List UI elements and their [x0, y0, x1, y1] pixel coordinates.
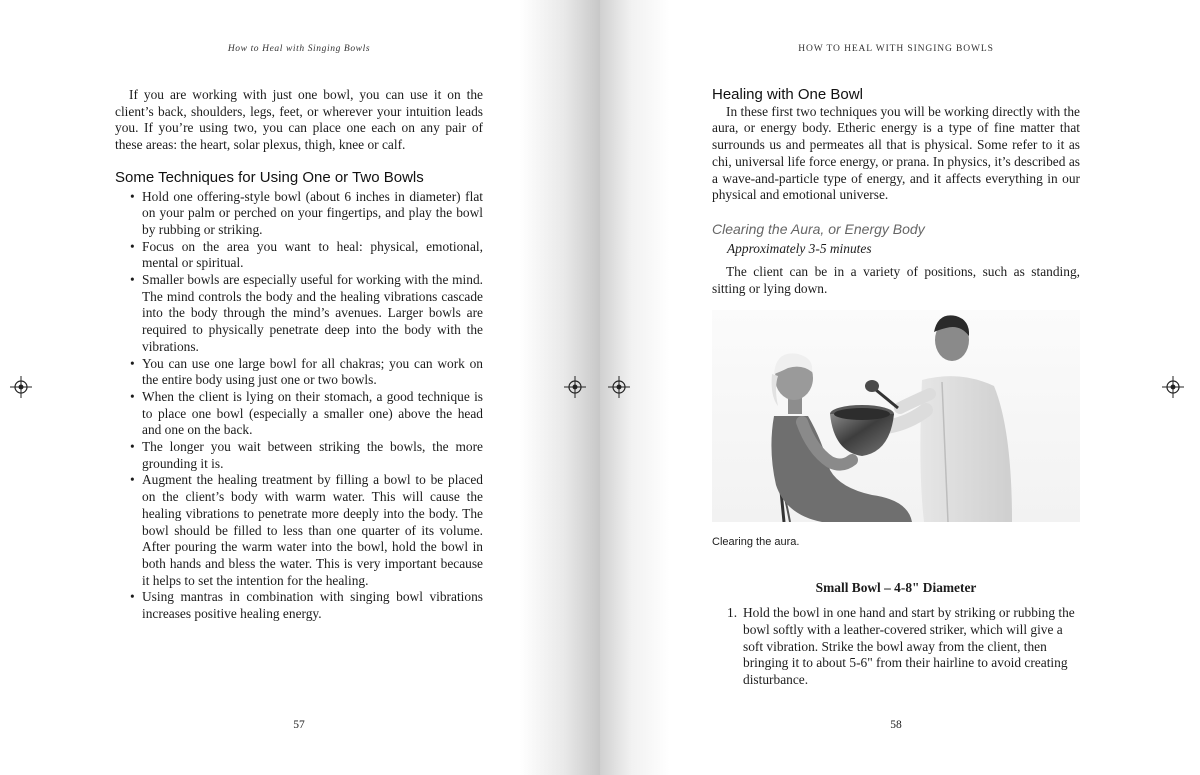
list-item [712, 605, 1080, 689]
technique-list [115, 189, 483, 623]
list-item [115, 239, 483, 272]
page-number-right: 58 [890, 719, 902, 731]
aura-clearing-photo [712, 310, 1080, 522]
list-item [115, 356, 483, 389]
right-page-body [712, 87, 1080, 689]
list-item-text: You can use one large bowl for all chakras; you can work on the entire body using just one or two bowls. [142, 355, 483, 388]
list-item [115, 272, 483, 356]
list-item [115, 472, 483, 589]
list-item-text: When the client is lying on their stomach, a good technique is to place one bowl (especially a smaller one) above the head and one on the back. [142, 388, 483, 438]
list-item-text: Hold one offering-style bowl (about 6 inches in diameter) flat on your palm or perched on your fingertips, and play the bowl by rubbing or striking. [142, 188, 483, 237]
list-item [115, 189, 483, 239]
registration-mark-icon [608, 376, 630, 398]
list-item-text: Smaller bowls are especially useful for working with the mind. The mind controls the body and the healing vibrations cascade into the body through the mind’s avenues. Larger bowls are required to physically penetrate deep into the body with the vibrations. [142, 272, 483, 354]
technique-subheading: Clearing the Aura, or Energy Body [712, 220, 925, 237]
running-head-left: How to Heal with Singing Bowls [227, 44, 371, 54]
positions-paragraph: The client can be in a variety of positions, such as standing, sitting or lying down. [712, 264, 1080, 297]
page-number-left: 57 [293, 719, 305, 731]
bullet-icon: • [130, 272, 135, 288]
left-section-heading: Some Techniques for Using One or Two Bowls [115, 168, 424, 186]
bullet-icon: • [130, 388, 135, 404]
left-intro-paragraph: If you are working with just one bowl, you can use it on the client’s back, shoulders, legs, feet, or wherever your intuition leads you. If you’re using two, you can place one each on any pair of these areas: the heart, solar plexus, thigh, knee or calf. [115, 87, 483, 153]
bullet-icon: • [130, 188, 135, 204]
list-item [115, 389, 483, 439]
bullet-icon: • [130, 238, 135, 254]
photo-caption: Clearing the aura. [712, 535, 800, 548]
registration-mark-icon [564, 376, 586, 398]
list-item-text: The longer you wait between striking the bowls, the more grounding it is. [142, 439, 483, 471]
step-text: Hold the bowl in one hand and start by striking or rubbing the bowl softly with a leather-covered striker, which will give a soft vibration. Strike the bowl away from the client, then bringing it to about 5-6" from their hairline to avoid creating disturbance. [743, 605, 1075, 687]
bullet-icon: • [130, 589, 135, 605]
bullet-icon: • [130, 472, 135, 488]
list-item-text: Augment the healing treatment by filling a bowl to be placed on the client’s body with warm water. This will cause the healing vibrations to penetrate more deeply into the body. The bowl should be filled to less than one quarter of its volume. After pouring the warm water into the bowl, hold the bowl in both hands and bless the water. This is very important because it helps to set the intention for the healing. [142, 472, 483, 588]
step-list [712, 605, 1080, 689]
list-item [115, 589, 483, 622]
left-page-body [115, 87, 483, 623]
registration-mark-icon [10, 376, 32, 398]
list-item-text: Focus on the area you want to heal: physical, emotional, mental or spiritual. [142, 238, 483, 271]
list-item-text: Using mantras in combination with singing bowl vibrations increases positive healing energy. [142, 589, 483, 622]
running-head-right: HOW TO HEAL WITH SINGING BOWLS [798, 44, 994, 54]
right-section-heading: Healing with One Bowl [712, 86, 863, 103]
bullet-icon: • [130, 355, 135, 371]
photo-illustration [712, 310, 1080, 522]
step-number: 1. [727, 605, 738, 621]
bowl-size-heading: Small Bowl – 4-8" Diameter [815, 580, 977, 596]
duration-note: Approximately 3-5 minutes [727, 240, 872, 256]
list-item [115, 439, 483, 472]
bullet-icon: • [130, 439, 135, 455]
registration-mark-icon [1162, 376, 1184, 398]
right-intro-paragraph: In these first two techniques you will be working directly with the aura, or energy body. Etheric energy is a type of fine matter that surrounds us and permeates all that is physical. Some refer to it as chi, universal life force energy, or prana. In physics, it’s described as a wave-and-particle type of energy, and it affects everything in our physical and emotional universe. [712, 103, 1080, 203]
